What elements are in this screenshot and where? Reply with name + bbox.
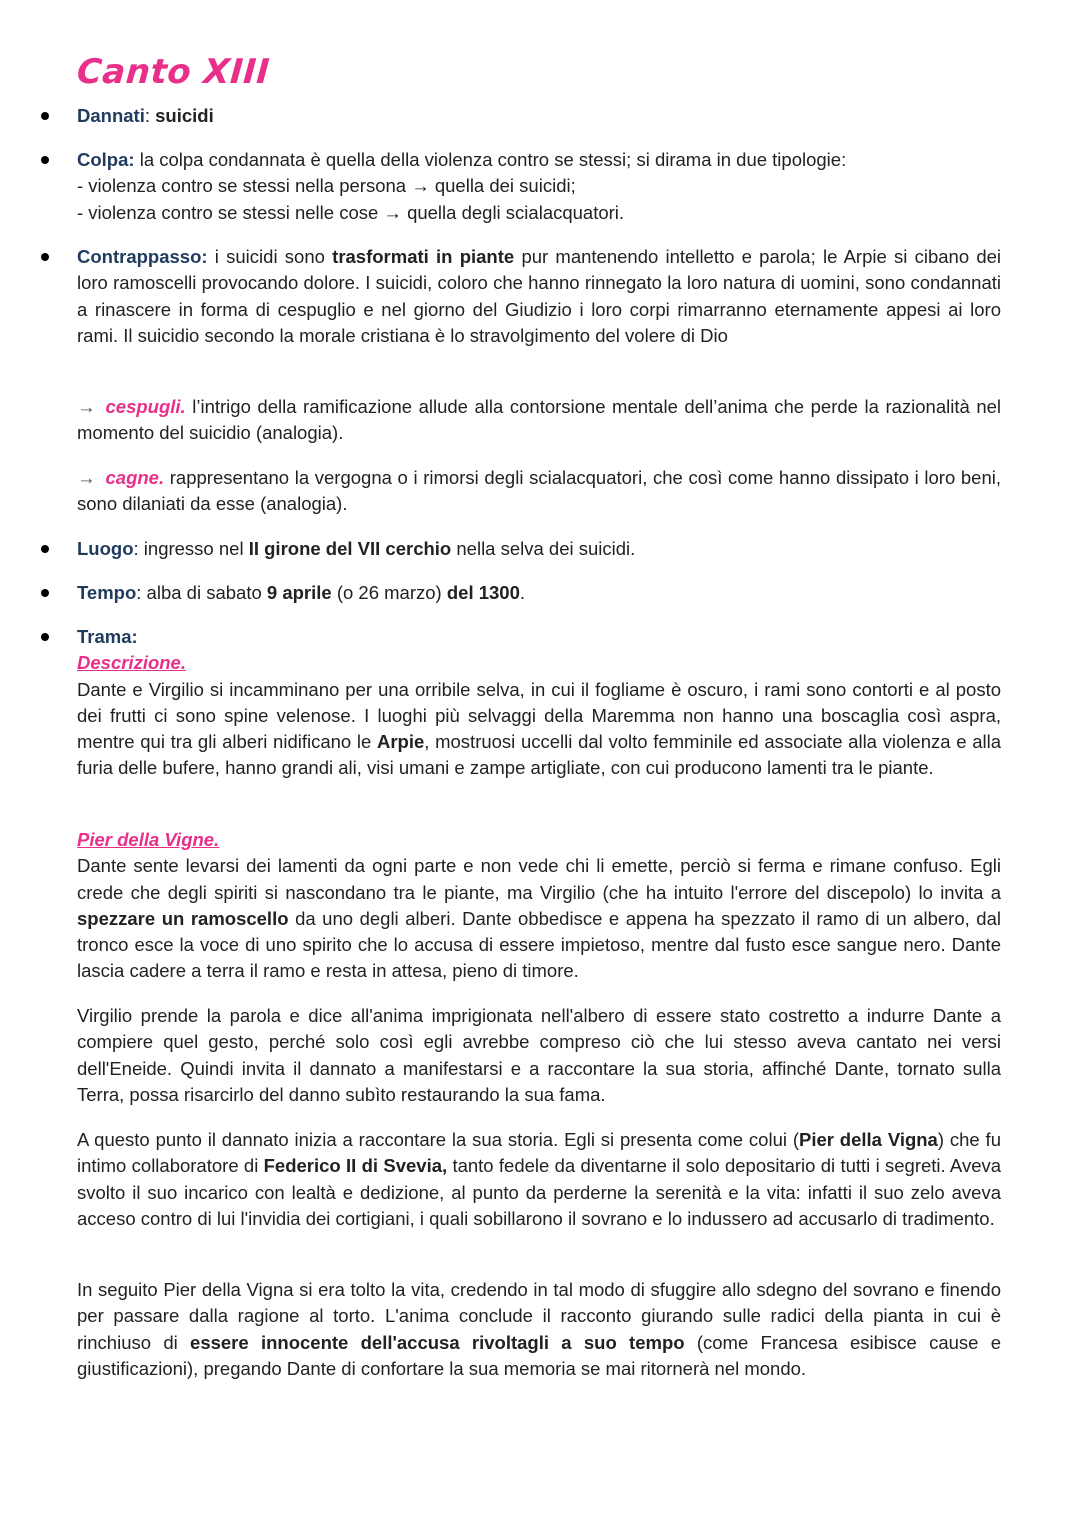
bullet-icon	[41, 156, 49, 164]
dannati-item: Dannati: suicidi	[77, 103, 1001, 129]
colpa-line-2: - violenza contro se stessi nelle cose → quella degli scialacquatori.	[77, 201, 625, 223]
cagne-term: cagne.	[105, 467, 165, 488]
pier-text: Dante sente levarsi dei lamenti da ogni parte e non vede chi li emette, perciò si ferma e rimane confuso. Egli crede che degli spiriti si nascondano tra le piante, ma Virgilio (che ha intuito l'errore del discepolo) lo invita a spezzare un ramoscello da uno degli alberi. Dante obbedisce e appena ha spezzato il ramo di un albero, dal tronco esce la voce di uno spirito che lo accusa di essere impietoso, mentre dal fusto esce sangue nero. Dante lascia cadere a terra il ramo e resta in attesa, pieno di timore.	[77, 855, 1001, 982]
trama-item	[77, 624, 1001, 782]
colpa-line-1: - violenza contro se stessi nella persona → quella dei suicidi;	[77, 175, 576, 197]
paragraph-virgilio: Virgilio prende la parola e dice all'anima imprigionata nell'albero di essere stato costretto a indurre Dante a compiere quel gesto, perché solo così egli avrebbe compreso ciò che lui stesso aveva cantato nei versi dell'Eneide. Quindi invita il dannato a manifestarsi e a raccontare la sua storia, affinché Dante, tornato sulla Terra, possa risarcirlo del danno subìto restaurando la sua fama.	[77, 1005, 1001, 1105]
bullet-icon	[41, 545, 49, 553]
arrow-icon: →	[77, 396, 96, 417]
arrow-icon: →	[77, 467, 96, 488]
descrizione-heading: Descrizione.	[77, 652, 186, 674]
tempo-label: Tempo	[77, 582, 137, 603]
pier-heading: Pier della Vigne.	[77, 829, 220, 850]
cagne-text: rappresentano la vergogna o i rimorsi degli scialacquatori, che così come hanno dissipato i loro beni, sono dilaniati da esse (analogia).	[77, 467, 1002, 515]
trama-label: Trama:	[77, 626, 138, 647]
colpa-item	[77, 147, 1001, 226]
contrappasso-label: Contrappasso:	[77, 246, 208, 267]
luogo-item: Luogo: ingresso nel II girone del VII cerchio nella selva dei suicidi.	[77, 536, 1001, 562]
contrappasso-highlight: trasformati in piante	[332, 246, 515, 267]
bullet-icon	[41, 112, 49, 120]
dannati-value: suicidi	[155, 105, 214, 126]
descrizione-text: Dante e Virgilio si incamminano per una orribile selva, in cui il fogliame è oscuro, i rami sono contorti e al posto dei frutti ci sono spine velenose. I luoghi più selvaggi della Maremma non hanno una boscaglia così aspra, mentre qui tra gli alberi nidificano le Arpie, mostruosi uccelli dal volto femminile ed associate alla violenza e alla furia delle bufere, hanno grandi ali, visi umani e zampe artigliate, con cui producono lamenti tra le piante.	[77, 678, 1001, 779]
bullet-icon	[41, 589, 49, 597]
colpa-label: Colpa:	[77, 149, 135, 170]
cespugli-term: cespugli.	[105, 396, 186, 417]
contrappasso-item: Contrappasso: i suicidi sono trasformati in piante pur mantenendo intelletto e parola; le Arpie si cibano dei loro ramoscelli provocando dolore. I suicidi, coloro che hanno rinnegato la loro natura di uomini, sono condannati a rinascere in forma di cespuglio e nel giorno del Giudizio i loro corpi rimarranno eternamente appesi ai loro rami. Il suicidio secondo la morale cristiana è lo stravolgimento del volere di Dio	[77, 244, 1001, 349]
cespugli-note	[77, 394, 1001, 447]
pier-section	[77, 827, 1001, 985]
bullet-icon	[41, 253, 49, 261]
colpa-text: la colpa condannata è quella della violenza contro se stessi; si dirama in due tipologie:	[139, 149, 847, 170]
cagne-note	[77, 465, 1001, 518]
paragraph-storia: A questo punto il dannato inizia a raccontare la sua storia. Egli si presenta come colui (Pier della Vigna) che fu intimo collaboratore di Federico II di Svevia, tanto fedele da diventarne il solo depositario di tutti i segreti. Aveva svolto il suo incarico con lealtà e dedizione, al punto da perderne la serenità e la vita: infatti il suo zelo aveva acceso contro di lui l'invidia dei cortigiani, i quali sobillarono il sovrano e lo indussero ad accusarlo di tradimento.	[77, 1129, 1002, 1229]
paragraph-conclusione: In seguito Pier della Vigna si era tolto la vita, credendo in tal modo di sfuggire allo sdegno del sovrano e finendo per passare dalla ragione al torto. L'anima conclude il racconto giurando sulle radici della pianta in cui è rinchiuso di essere innocente dell'accusa rivoltagli a suo tempo (come Francesa esibisce cause e giustificazioni), pregando Dante di confortare la sua memoria se mai ritornerà nel mondo.	[77, 1279, 1002, 1379]
page-title: Canto XIII	[75, 52, 272, 92]
cespugli-text: l’intrigo della ramificazione allude alla contorsione mentale dell’anima che perde la razionalità nel momento del suicidio (analogia).	[77, 396, 1002, 444]
dannati-label: Dannati	[77, 105, 145, 126]
tempo-item: Tempo: alba di sabato 9 aprile (o 26 marzo) del 1300.	[77, 580, 1001, 606]
luogo-label: Luogo	[77, 538, 134, 559]
bullet-icon	[41, 633, 49, 641]
